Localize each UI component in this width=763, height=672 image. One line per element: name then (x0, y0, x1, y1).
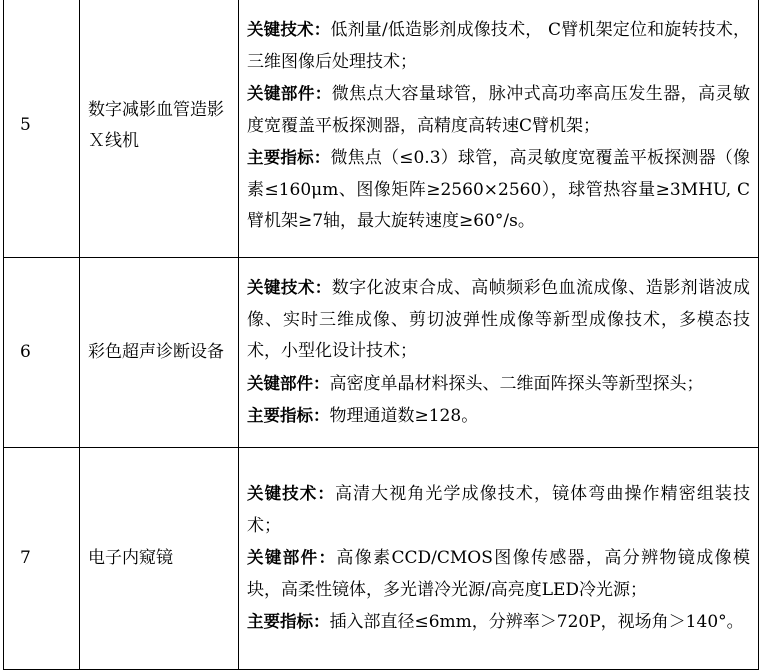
main-indicators-label: 主要指标： (247, 612, 330, 632)
main-indicators-label: 主要指标： (247, 148, 331, 168)
table-row (4, 448, 759, 670)
table-row (4, 0, 759, 258)
main-indicators (247, 400, 750, 433)
main-indicators (247, 606, 750, 639)
equipment-table (3, 0, 759, 670)
main-indicators-label: 主要指标： (247, 406, 330, 426)
key-technology (247, 478, 750, 542)
equipment-name: 电子内窥镜 (80, 448, 239, 670)
key-components (247, 542, 750, 606)
key-components-text: 微焦点大容量球管，脉冲式高功率高压发生器，高灵敏度宽覆盖平板探测器，高精度高转速C臂机架； (247, 84, 751, 136)
key-components-label: 关键部件： (247, 548, 337, 568)
main-indicators-text: 物理通道数≥128。 (329, 406, 479, 427)
key-technology (247, 14, 750, 78)
key-technology-text: 数字化波束合成、高帧频彩色血流成像、造影剂谐波成像、实时三维成像、剪切波弹性成像等新型成像技术，多模态技术，小型化设计技术； (247, 278, 751, 362)
key-technology-label: 关键技术： (247, 278, 332, 298)
key-components-label: 关键部件： (247, 84, 332, 104)
equipment-name: 彩色超声诊断设备 (80, 258, 239, 448)
key-technology (247, 272, 750, 368)
row-details (239, 258, 759, 448)
equipment-name: 数字减影血管造影Ｘ线机 (80, 0, 239, 258)
row-number: 6 (4, 258, 80, 448)
row-details (239, 448, 759, 670)
key-technology-label: 关键技术： (247, 484, 335, 504)
key-components-label: 关键部件： (247, 373, 330, 393)
key-components-text: 高密度单晶材料探头、二维面阵探头等新型探头； (329, 373, 704, 394)
key-technology-text: 低剂量/低造影剂成像技术， C臂机架定位和旋转技术，三维图像后处理技术； (247, 20, 751, 72)
main-indicators-text: 微焦点（≤0.3）球管，高灵敏度宽覆盖平板探测器（像素≤160μm、图像矩阵≥2560×2560），球管热容量≥3MHU, C臂机架≥7轴，最大旋转速度≥60°/s。 (247, 148, 750, 232)
row-number: 7 (4, 448, 80, 670)
key-technology-label: 关键技术： (247, 20, 331, 40)
key-components (247, 78, 750, 142)
row-number: 5 (4, 0, 80, 258)
key-technology-text: 高清大视角光学成像技术，镜体弯曲操作精密组装技术； (247, 484, 751, 536)
key-components-text: 高像素CCD/CMOS图像传感器，高分辨物镜成像模块，高柔性镜体，多光谱冷光源/高亮度LED冷光源； (247, 548, 751, 600)
row-details (239, 0, 759, 258)
table-row (4, 258, 759, 448)
key-components (247, 368, 750, 401)
main-indicators-text: 插入部直径≤6mm，分辨率＞720P，视场角＞140°。 (329, 612, 744, 633)
main-indicators (247, 142, 750, 238)
